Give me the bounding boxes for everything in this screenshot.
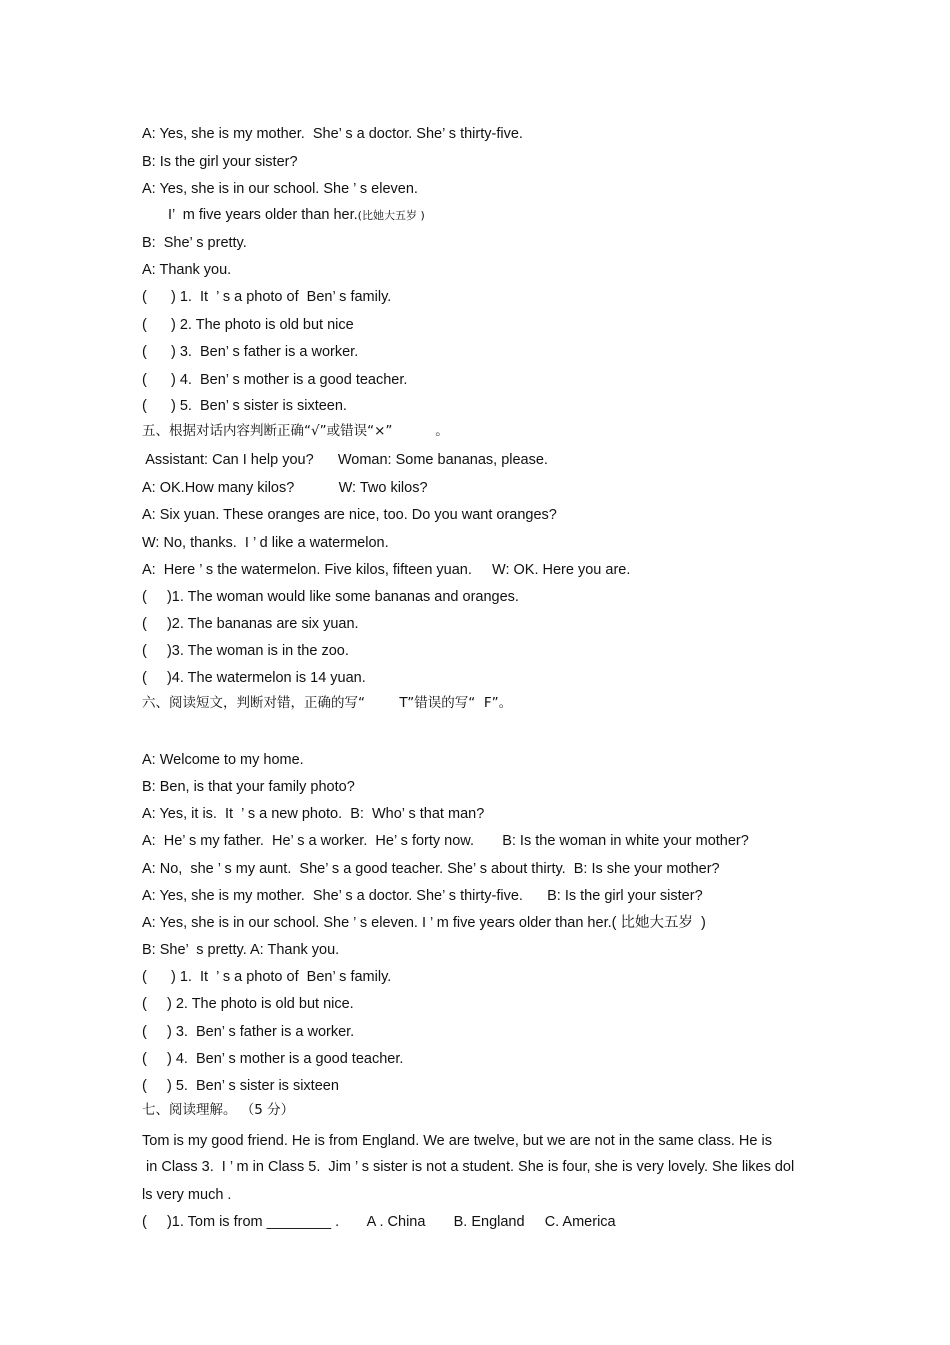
line-text: A: OK.How many kilos? W: Two kilos? <box>142 480 428 496</box>
line-text: B: She’ s pretty. A: Thank you. <box>142 942 340 958</box>
line-text: ( ) 1. It ’ s a photo of Ben’ s family. <box>142 289 392 305</box>
line-text: A: No, she ’ s my aunt. She’ s a good teacher. She’ s about thirty. B: Is she your mother? <box>142 861 720 877</box>
text-line <box>142 1050 403 1068</box>
text-line <box>142 451 548 469</box>
line-text: A: Yes, it is. It ’ s a new photo. B: Who’ s that man? <box>142 806 485 822</box>
text-line <box>142 995 354 1013</box>
line-text: A: Here ’ s the watermelon. Five kilos, fifteen yuan. W: OK. Here you are. <box>142 562 631 578</box>
line-text: ( )1. Tom is from ________ . A . China B. England C. America <box>142 1214 616 1230</box>
text-line <box>142 371 407 389</box>
line-text: A: Welcome to my home. <box>142 752 304 768</box>
line-text: ( ) 2. The photo is old but nice <box>142 317 354 333</box>
text-line <box>142 615 359 633</box>
line-text: ( )4. The watermelon is 14 yuan. <box>142 670 366 686</box>
line-text: B: She’ s pretty. <box>142 235 247 251</box>
line-text: A: He’ s my father. He’ s a worker. He’ s forty now. B: Is the woman in white your mother? <box>142 833 749 849</box>
text-line <box>142 1077 339 1095</box>
text-line <box>142 832 749 850</box>
line-text: ( ) 3. Ben’ s father is a worker. <box>142 344 359 360</box>
line-note: (比她大五岁 ) <box>357 209 425 222</box>
line-text: ( ) 1. It ’ s a photo of Ben’ s family. <box>142 969 392 985</box>
line-text: ( ) 4. Ben’ s mother is a good teacher. <box>142 1051 404 1067</box>
text-line <box>142 316 354 334</box>
line-text: in Class 3. I ’ m in Class 5. Jim ’ s sister is not a student. She is four, she is very lovely. She likes dol <box>142 1159 795 1175</box>
line-text: A: Yes, she is my mother. She’ s a doctor. She’ s thirty-five. <box>142 126 523 142</box>
text-line <box>142 479 428 497</box>
text-line <box>168 206 425 225</box>
section-heading <box>142 1101 294 1119</box>
text-line <box>142 561 630 579</box>
line-text: ( )1. The woman would like some bananas and oranges. <box>142 589 519 605</box>
line-text: I’ m five years older than her. <box>168 207 358 223</box>
text-line <box>142 180 418 198</box>
text-line <box>142 153 298 171</box>
text-line <box>142 261 231 279</box>
text-line <box>142 397 347 415</box>
line-text: ls very much . <box>142 1187 232 1203</box>
line-text: ( ) 5. Ben’ s sister is sixteen <box>142 1078 339 1094</box>
text-line <box>142 860 720 878</box>
text-line <box>142 751 304 769</box>
text-line <box>142 887 703 905</box>
line-text: B: Ben, is that your family photo? <box>142 779 355 795</box>
line-text: Assistant: Can I help you? Woman: Some bananas, please. <box>142 452 548 468</box>
line-text: ( )3. The woman is in the zoo. <box>142 643 349 659</box>
line-text: W: No, thanks. I ’ d like a watermelon. <box>142 535 389 551</box>
text-line <box>142 968 391 986</box>
text-line <box>142 1023 354 1041</box>
line-text: ( ) 4. Ben’ s mother is a good teacher. <box>142 372 408 388</box>
line-text: A: Six yuan. These oranges are nice, too. Do you want oranges? <box>142 507 557 523</box>
line-text: B: Is the girl your sister? <box>142 154 298 170</box>
text-line <box>142 234 247 252</box>
text-line <box>142 1213 616 1231</box>
line-text: ( )2. The bananas are six yuan. <box>142 616 359 632</box>
line-text: ( ) 3. Ben’ s father is a worker. <box>142 1024 355 1040</box>
text-line <box>142 125 523 143</box>
line-text: ( ) 2. The photo is old but nice. <box>142 996 354 1012</box>
text-line <box>142 642 349 660</box>
text-line <box>142 914 706 932</box>
text-line <box>142 778 355 796</box>
line-text: Tom is my good friend. He is from England. We are twelve, but we are not in the same class. He is <box>142 1133 772 1149</box>
text-line <box>142 805 484 823</box>
section-heading <box>142 694 512 712</box>
text-line <box>142 588 519 606</box>
text-line <box>142 1132 772 1150</box>
text-line <box>142 534 389 552</box>
text-line <box>142 506 557 524</box>
text-line <box>142 941 339 959</box>
text-line <box>142 343 358 361</box>
line-text: A: Yes, she is in our school. She ’ s eleven. <box>142 181 418 197</box>
line-text: ( ) 5. Ben’ s sister is sixteen. <box>142 398 347 414</box>
line-text: 七、阅读理解。 （5 分） <box>142 1102 295 1118</box>
line-text: 六、阅读短文，判断对错，正确的写“ T”错误的写“ F”。 <box>142 695 513 711</box>
line-text: 五、根据对话内容判断正确“√”或错误“×” 。 <box>142 423 449 439</box>
section-heading <box>142 422 449 440</box>
text-line <box>142 1186 231 1204</box>
text-line <box>142 288 391 306</box>
line-text: A: Yes, she is in our school. She ’ s eleven. I ’ m five years older than her.( 比她大五岁 ) <box>142 915 706 931</box>
line-text: A: Thank you. <box>142 262 232 278</box>
text-line <box>142 1158 794 1176</box>
text-line <box>142 669 366 687</box>
line-text: A: Yes, she is my mother. She’ s a doctor. She’ s thirty-five. B: Is the girl your sister? <box>142 888 703 904</box>
